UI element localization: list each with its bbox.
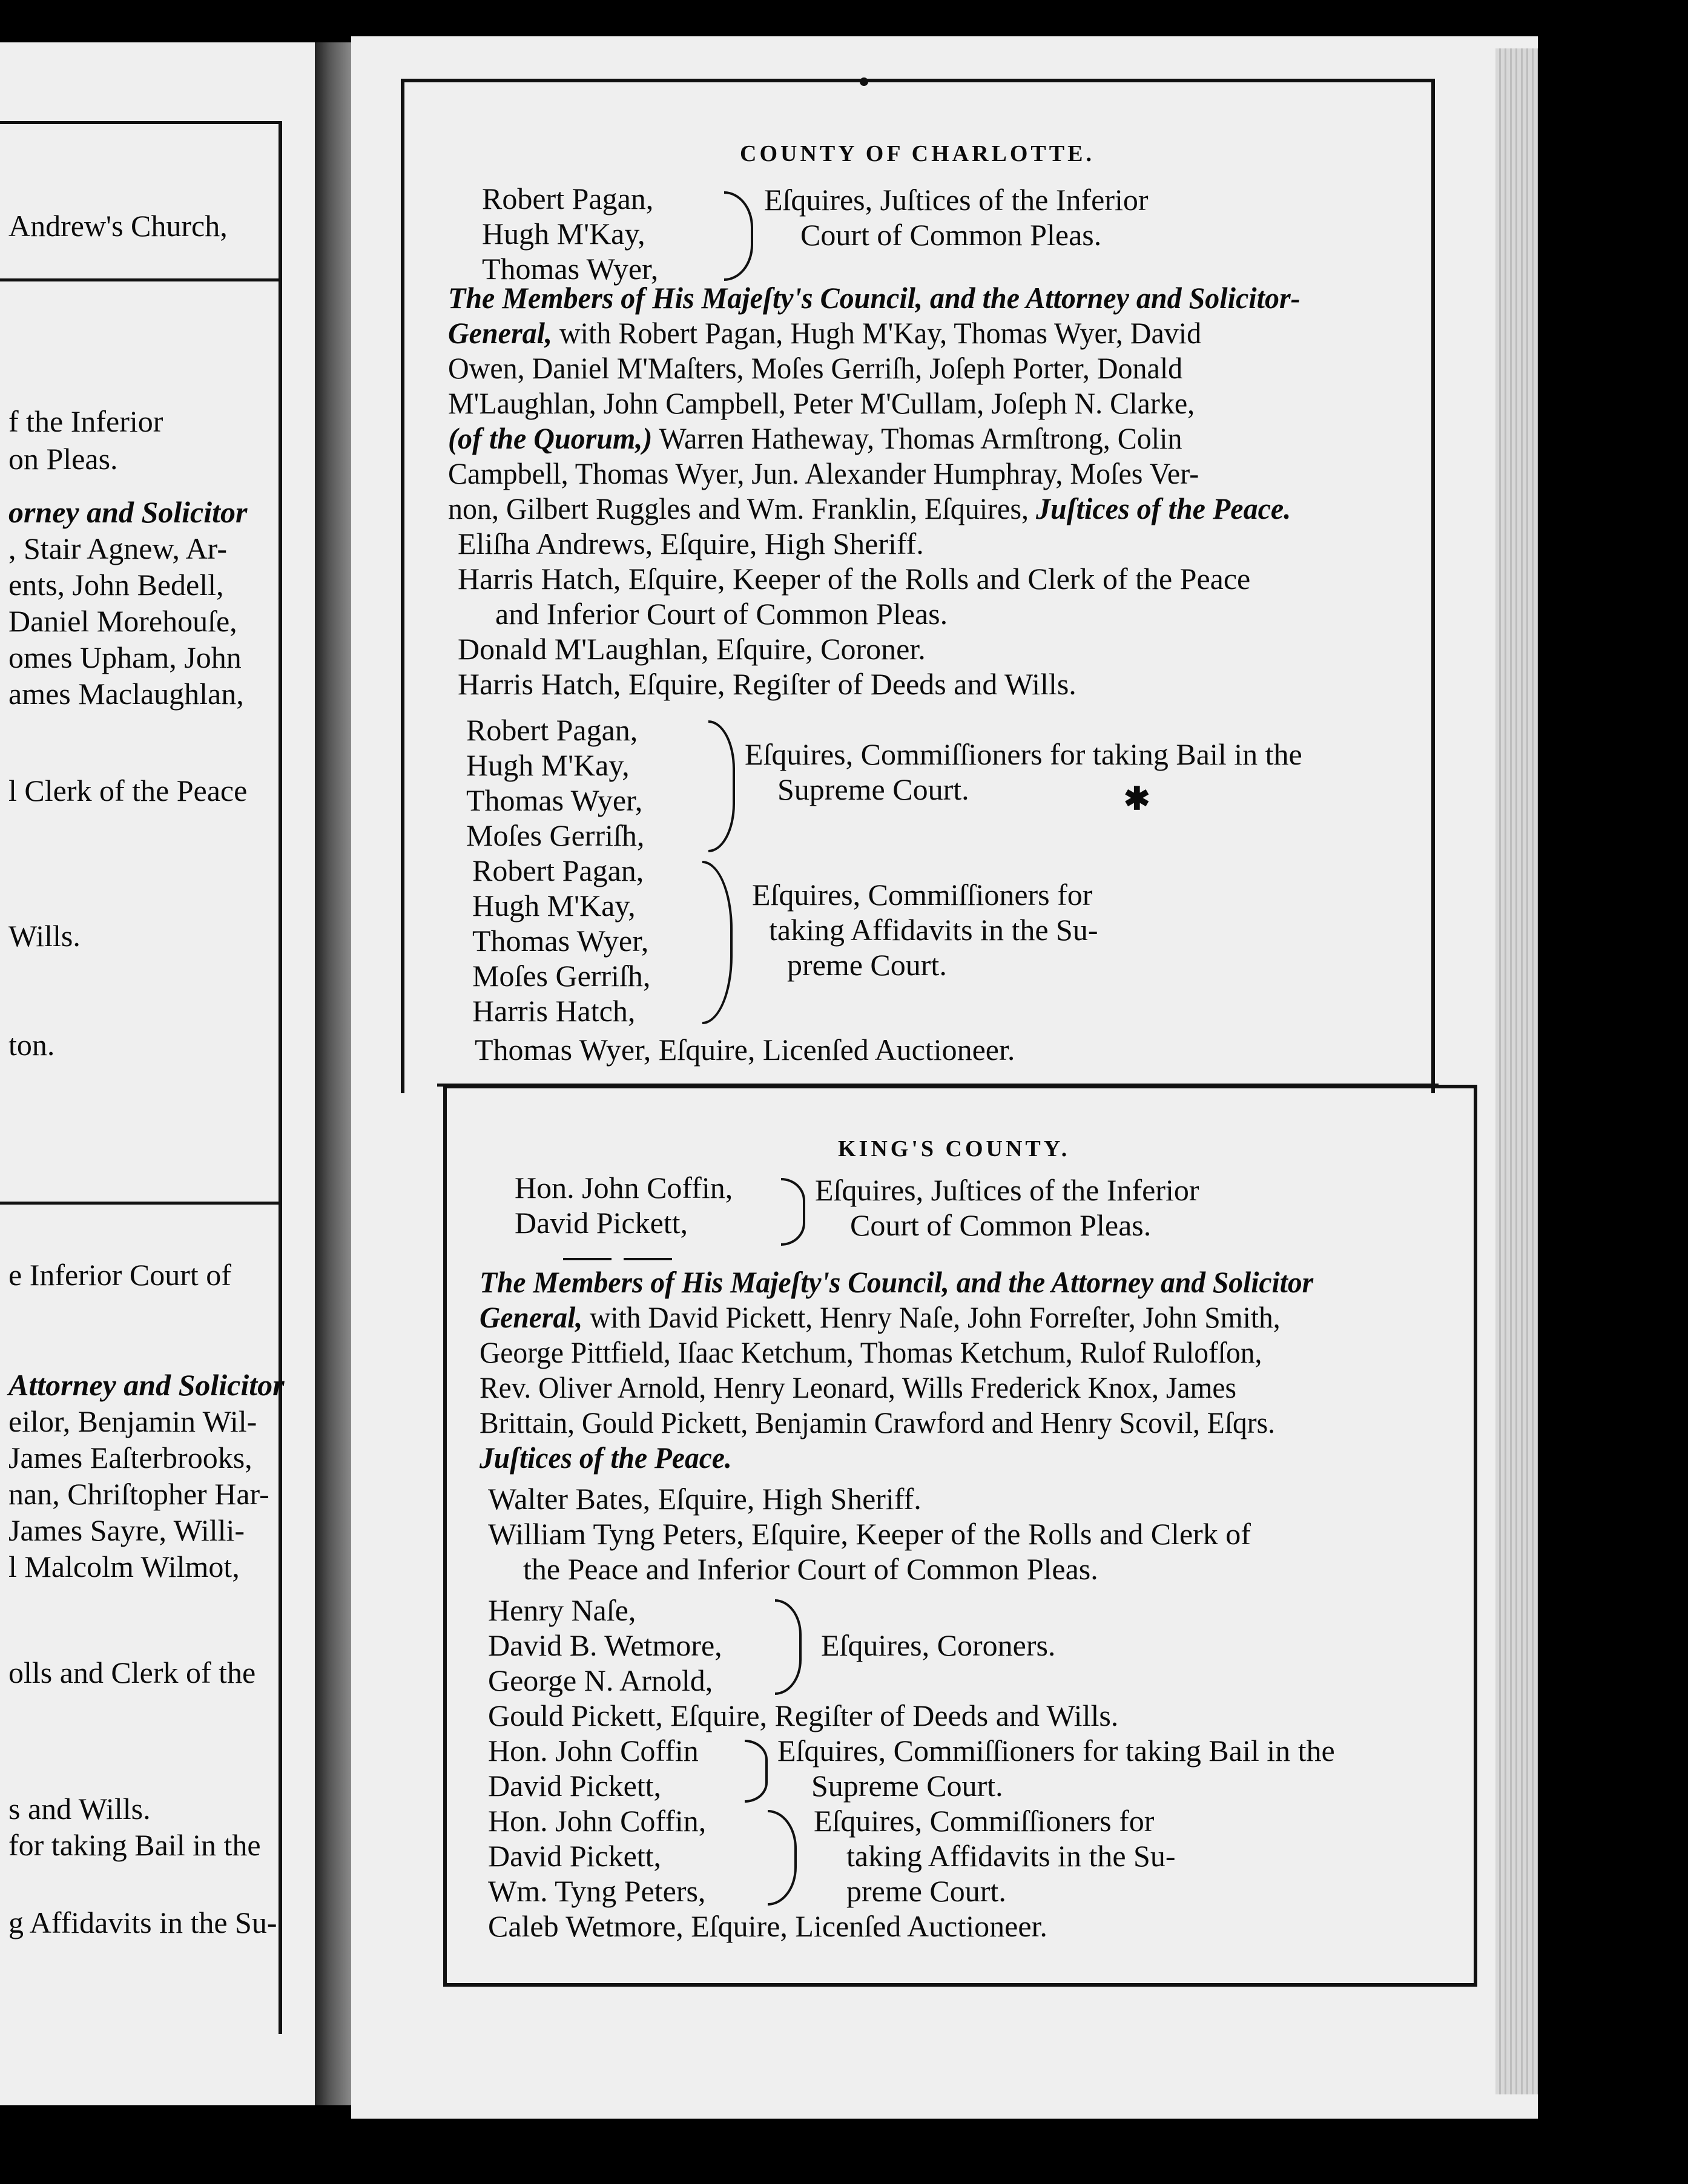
left-frame-top-rule (0, 121, 279, 124)
charlotte-affidavit-role: taking Affidavits in the Su- (769, 913, 1098, 947)
kings-justice-name: David Pickett, (515, 1206, 688, 1240)
charlotte-justices-role: Court of Common Pleas. (800, 218, 1102, 252)
kings-justices-role: Court of Common Pleas. (850, 1208, 1152, 1242)
text-run: George Pittfield, Iſaac Ketchum, Thomas Ketchum, Rulof Rulofſon, (480, 1335, 1262, 1369)
kings-bail-role: Eſquires, Commiſſioners for taking Bail in the (777, 1734, 1335, 1768)
charlotte-bail-name: Robert Pagan, (466, 713, 638, 747)
left-page-line: James Sayre, Willi- (8, 1513, 245, 1547)
council-line (448, 281, 1301, 315)
left-page-line: l Malcolm Wilmot, (8, 1550, 240, 1584)
italic-run: The Members of His Majeſty's Council, and the Attorney and Solicitor- (448, 281, 1301, 315)
text-run: M'Laughlan, John Campbell, Peter M'Cullam, Joſeph N. Clarke, (448, 386, 1195, 420)
italic-run: Juſtices of the Peace. (1035, 492, 1291, 525)
council-line (480, 1441, 732, 1475)
ink-mark: ✱ (1124, 782, 1150, 817)
left-page-line: olls and Clerk of the (8, 1656, 256, 1689)
charlotte-officer-line: Eliſha Andrews, Eſquire, High Sheriff. (458, 527, 924, 561)
charlotte-affidavit-role: Eſquires, Commiſſioners for (752, 878, 1093, 912)
charlotte-bail-role: Eſquires, Commiſſioners for taking Bail in the (745, 737, 1302, 771)
charlotte-justices-role: Eſquires, Juſtices of the Inferior (764, 183, 1149, 217)
left-page-line: Daniel Morehouſe, (8, 604, 237, 638)
left-page-fragment (0, 42, 315, 2105)
kings-coroner-role: Eſquires, Coroners. (821, 1628, 1056, 1662)
italic-run: (of the Quorum,) (448, 421, 653, 455)
charlotte-affidavit-role: preme Court. (787, 948, 947, 982)
left-page-line: James Eaſterbrooks, (8, 1441, 252, 1475)
kings-affidavit-role: Eſquires, Commiſſioners for (814, 1804, 1155, 1838)
charlotte-heading: COUNTY OF CHARLOTTE. (740, 141, 1095, 166)
charlotte-bail-name: Hugh M'Kay, (466, 748, 630, 782)
text-run: non, Gilbert Ruggles and Wm. Franklin, Eſquires, (448, 492, 1036, 525)
council-line (448, 456, 1199, 490)
kings-affidavit-name: Wm. Tyng Peters, (488, 1874, 706, 1908)
left-page-line: , Stair Agnew, Ar- (8, 531, 227, 565)
left-section-rule (0, 278, 279, 281)
charlotte-affidavit-name: Thomas Wyer, (472, 924, 649, 958)
text-run: Warren Hatheway, Thomas Armſtrong, Colin (652, 421, 1182, 455)
charlotte-affidavit-name: Harris Hatch, (472, 994, 636, 1028)
council-line (480, 1370, 1236, 1404)
left-page-line: Andrew's Church, (8, 209, 228, 243)
text-run: Campbell, Thomas Wyer, Jun. Alexander Humphray, Moſes Ver- (448, 456, 1199, 490)
left-page-line: e Inferior Court of (8, 1258, 231, 1292)
kings-bail-role: Supreme Court. (811, 1769, 1003, 1803)
charlotte-bail-name: Moſes Gerriſh, (466, 818, 645, 852)
short-rule (624, 1258, 672, 1260)
kings-coroner-name: Henry Naſe, (488, 1593, 636, 1627)
left-page-line: ton. (8, 1028, 55, 1062)
text-run: Rev. Oliver Arnold, Henry Leonard, Wills Frederick Knox, James (480, 1370, 1236, 1404)
kings-register: Gould Pickett, Eſquire, Regiſter of Deeds and Wills. (488, 1699, 1119, 1732)
left-page-line: on Pleas. (8, 442, 118, 476)
left-page-line: ames Maclaughlan, (8, 677, 244, 711)
text-run: Owen, Daniel M'Maſters, Moſes Gerriſh, Joſeph Porter, Donald (448, 351, 1183, 385)
left-page-line: orney and Solicitor (8, 495, 248, 529)
left-page-line: Wills. (8, 919, 81, 953)
left-page-line: Attorney and Solicitor (8, 1368, 285, 1402)
kings-affidavit-name: David Pickett, (488, 1839, 662, 1873)
charlotte-officer-line: and Inferior Court of Common Pleas. (495, 597, 948, 631)
council-line (480, 1406, 1275, 1439)
italic-run: General, (480, 1300, 583, 1334)
kings-justices-role: Eſquires, Juſtices of the Inferior (815, 1173, 1199, 1207)
brace (745, 1740, 768, 1803)
kings-justice-name: Hon. John Coffin, (515, 1171, 733, 1205)
charlotte-bail-role: Supreme Court. (777, 772, 969, 806)
charlotte-officer-line: Donald M'Laughlan, Eſquire, Coroner. (458, 632, 926, 666)
kings-officer-line: Walter Bates, Eſquire, High Sheriff. (488, 1482, 921, 1516)
charlotte-justice-name: Hugh M'Kay, (482, 217, 645, 251)
kings-coroner-name: David B. Wetmore, (488, 1628, 722, 1662)
council-line (448, 421, 1182, 455)
council-line (448, 316, 1201, 350)
kings-affidavit-role: taking Affidavits in the Su- (846, 1839, 1176, 1873)
kings-heading: KING'S COUNTY. (838, 1136, 1070, 1162)
left-page-line: omes Upham, John (8, 640, 242, 674)
kings-auctioneer: Caleb Wetmore, Eſquire, Licenſed Auctioneer. (488, 1909, 1047, 1943)
charlotte-affidavit-name: Hugh M'Kay, (472, 889, 636, 923)
charlotte-officer-line: Harris Hatch, Eſquire, Keeper of the Rolls and Clerk of the Peace (458, 562, 1251, 596)
text-run: Brittain, Gould Pickett, Benjamin Crawford and Henry Scovil, Eſqrs. (480, 1406, 1275, 1439)
italic-run: Juſtices of the Peace. (480, 1441, 732, 1475)
council-line (480, 1265, 1313, 1299)
left-page-line: l Clerk of the Peace (8, 774, 248, 807)
italic-run: The Members of His Majeſty's Council, and the Attorney and Solicitor (480, 1265, 1314, 1299)
council-line (448, 386, 1195, 420)
kings-affidavit-name: Hon. John Coffin, (488, 1804, 707, 1838)
charlotte-affidavit-name: Moſes Gerriſh, (472, 959, 651, 993)
left-page-line: eilor, Benjamin Wil- (8, 1404, 257, 1438)
kings-officer-line: William Tyng Peters, Eſquire, Keeper of the Rolls and Clerk of (488, 1517, 1251, 1551)
charlotte-justice-name: Robert Pagan, (482, 182, 654, 215)
italic-run: General, (448, 316, 552, 350)
text-run: with Robert Pagan, Hugh M'Kay, Thomas Wyer, David (552, 316, 1202, 350)
charlotte-auctioneer: Thomas Wyer, Eſquire, Licenſed Auctioneer. (475, 1033, 1015, 1067)
short-rule (563, 1258, 612, 1260)
council-line (448, 492, 1291, 525)
charlotte-bail-name: Thomas Wyer, (466, 783, 643, 817)
charlotte-justice-name: Thomas Wyer, (482, 252, 659, 286)
council-line (448, 351, 1182, 385)
kings-coroner-name: George N. Arnold, (488, 1663, 713, 1697)
left-page-line: g Affidavits in the Su- (8, 1906, 277, 1939)
charlotte-officer-line: Harris Hatch, Eſquire, Regiſter of Deeds and Wills. (458, 667, 1076, 701)
left-page-line: f the Inferior (8, 404, 163, 438)
book-gutter (315, 42, 351, 2105)
left-page-line: for taking Bail in the (8, 1828, 261, 1862)
text-run: with David Pickett, Henry Naſe, John Forreſter, John Smith, (582, 1300, 1281, 1334)
charlotte-affidavit-name: Robert Pagan, (472, 854, 644, 887)
page-edge-stack (1495, 48, 1538, 2094)
council-line (480, 1300, 1281, 1334)
left-section-rule (0, 1202, 279, 1205)
kings-affidavit-role: preme Court. (846, 1874, 1006, 1908)
left-page-line: nan, Chriſtopher Har- (8, 1477, 269, 1511)
kings-bail-name: David Pickett, (488, 1769, 662, 1803)
council-line (480, 1335, 1262, 1369)
kings-bail-name: Hon. John Coffin (488, 1734, 699, 1768)
left-page-line: s and Wills. (8, 1792, 151, 1826)
left-page-line: ents, John Bedell, (8, 568, 224, 602)
kings-officer-line: the Peace and Inferior Court of Common Pleas. (523, 1552, 1098, 1586)
